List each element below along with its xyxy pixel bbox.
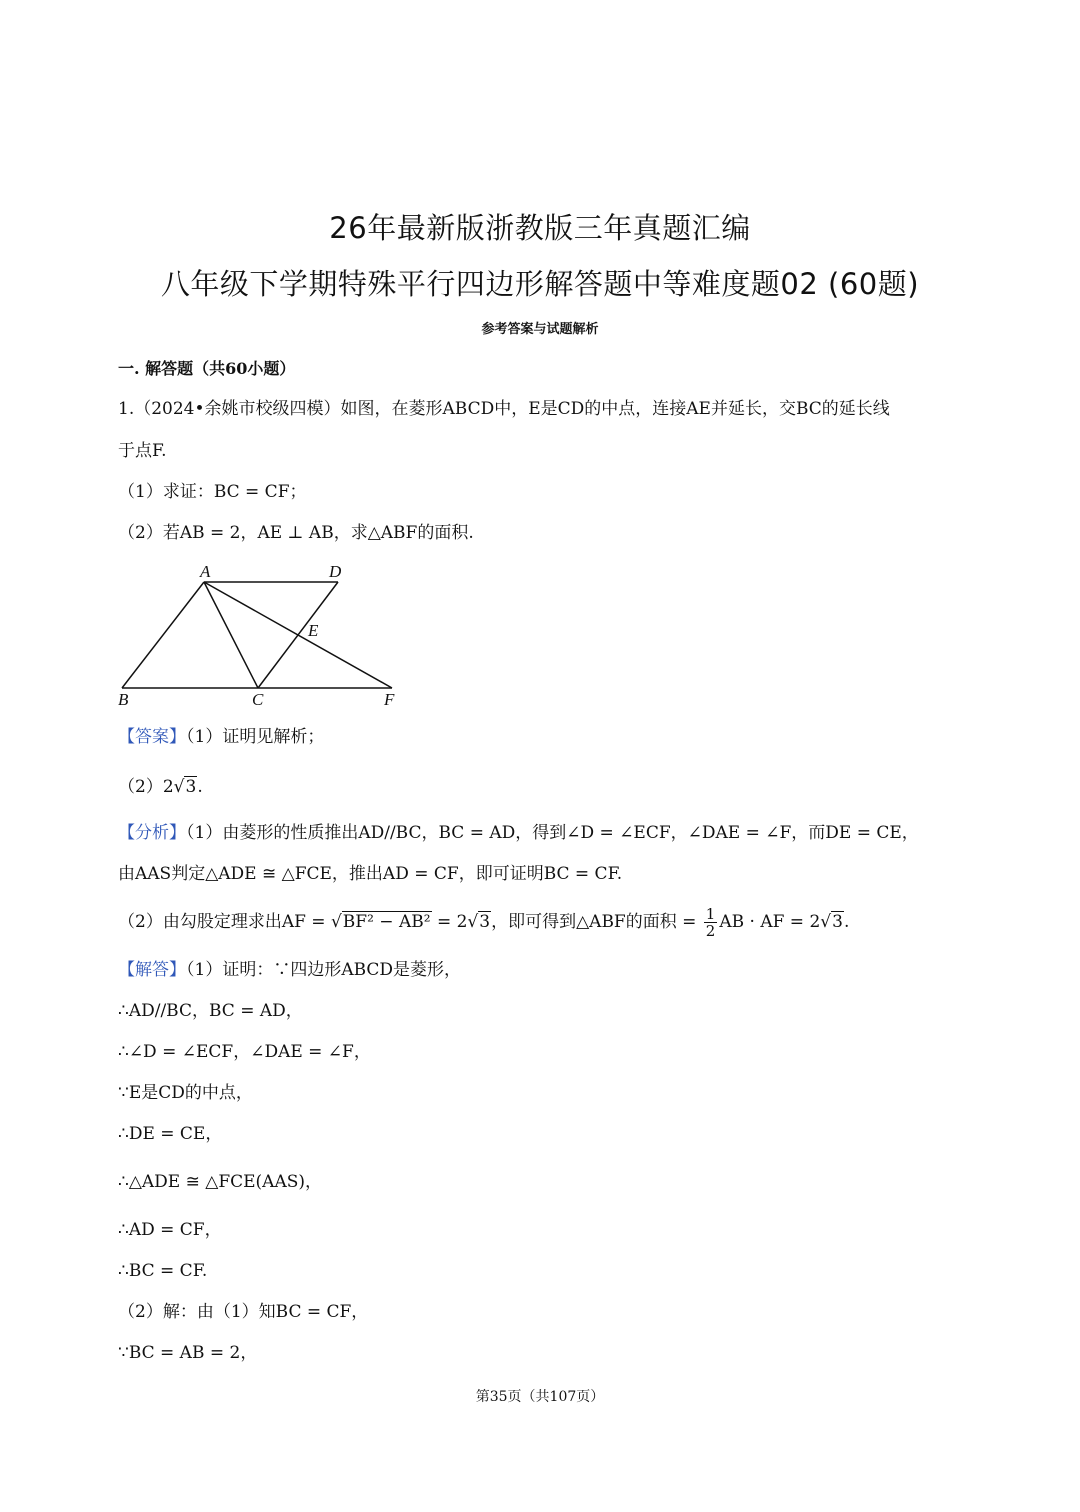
problem-statement-line2: 于点F.	[118, 441, 167, 461]
answer-line2: （2）2√3.	[118, 777, 203, 797]
answer-part2-prefix: （2）2	[118, 777, 174, 797]
label-A: A	[200, 562, 211, 581]
answer-text1: （1）证明见解析；	[186, 727, 325, 747]
rhombus-figure	[110, 560, 420, 710]
fraction-one-half	[704, 906, 718, 939]
fraction-denominator: 2	[705, 922, 716, 940]
analysis-line1	[118, 822, 919, 844]
solution-line3: ∴∠D = ∠ECF，∠DAE = ∠F，	[118, 1042, 371, 1062]
label-B: B	[118, 690, 129, 709]
segment-AF	[204, 582, 392, 688]
solution-line9: （2）解：由（1）知BC = CF，	[118, 1302, 369, 1322]
fraction-numerator: 1	[705, 905, 716, 923]
solution-line4: ∵E是CD的中点，	[118, 1083, 253, 1103]
page-footer: 第35页（共107页）	[475, 1389, 605, 1405]
analysis-radicand3: 3	[832, 912, 843, 932]
label-E: E	[308, 621, 319, 640]
solution-text1: （1）证明：∵四边形ABCD是菱形，	[186, 960, 462, 980]
analysis-tag: 【分析】	[118, 823, 186, 843]
analysis-line3-mid2: ，即可得到△ABF的面积 =	[491, 912, 702, 932]
analysis-radicand2: 3	[479, 912, 491, 932]
solution-line2: ∴AD//BC，BC = AD，	[118, 1001, 303, 1021]
solution-line1	[118, 959, 461, 981]
document-subtitle: 参考答案与试题解析	[481, 322, 599, 337]
analysis-line3-prefix: （2）由勾股定理求出AF =	[118, 912, 331, 932]
problem-part2: （2）若AB = 2，AE ⊥ AB，求△ABF的面积.	[118, 523, 474, 543]
analysis-line3-end-prefix: AB · AF = 2	[719, 912, 821, 932]
document-title-line1: 26年最新版浙教版三年真题汇编	[329, 211, 751, 245]
answer-line1	[118, 726, 324, 748]
solution-line10: ∵BC = AB = 2，	[118, 1343, 258, 1363]
label-C: C	[252, 690, 264, 709]
analysis-line2: 由AAS判定△ADE ≅ △FCE，推出AD = CF，即可证明BC = CF.	[118, 864, 623, 884]
solution-line5: ∴DE = CE，	[118, 1124, 223, 1144]
problem-part1: （1）求证：BC = CF；	[118, 482, 307, 502]
solution-tag: 【解答】	[118, 960, 186, 980]
answer-part2-suffix: .	[197, 777, 203, 797]
solution-line6: ∴△ADE ≅ △FCE(AAS)，	[118, 1172, 323, 1192]
document-title-line2: 八年级下学期特殊平行四边形解答题中等难度题02 (60题)	[160, 267, 920, 301]
label-D: D	[329, 562, 342, 581]
analysis-text1: （1）由菱形的性质推出AD//BC，BC = AD，得到∠D = ∠ECF，∠DAE = ∠F，而DE = CE，	[186, 823, 919, 843]
segment-AB	[122, 582, 204, 688]
section-heading: 一. 解答题（共60小题）	[118, 359, 296, 378]
solution-line7: ∴AD = CF，	[118, 1220, 222, 1240]
answer-tag: 【答案】	[118, 727, 186, 747]
answer-radicand: 3	[185, 777, 197, 797]
label-F: F	[384, 690, 395, 709]
problem-statement-line1: 1.（2024•余姚市校级四模）如图，在菱形ABCD中，E是CD的中点，连接AE并延长，交BC的延长线	[118, 399, 890, 419]
analysis-line3-end: .	[843, 912, 850, 932]
analysis-radicand1: BF² − AB²	[342, 912, 431, 932]
analysis-line3: （2）由勾股定理求出AF = √BF² − AB² = 2√3，即可得到△ABF的面积 = $\frac{1}{2}$ AB · AF = 2√3.	[118, 905, 850, 940]
analysis-line3-mid: = 2	[431, 912, 468, 932]
solution-line8: ∴BC = CF.	[118, 1261, 208, 1281]
